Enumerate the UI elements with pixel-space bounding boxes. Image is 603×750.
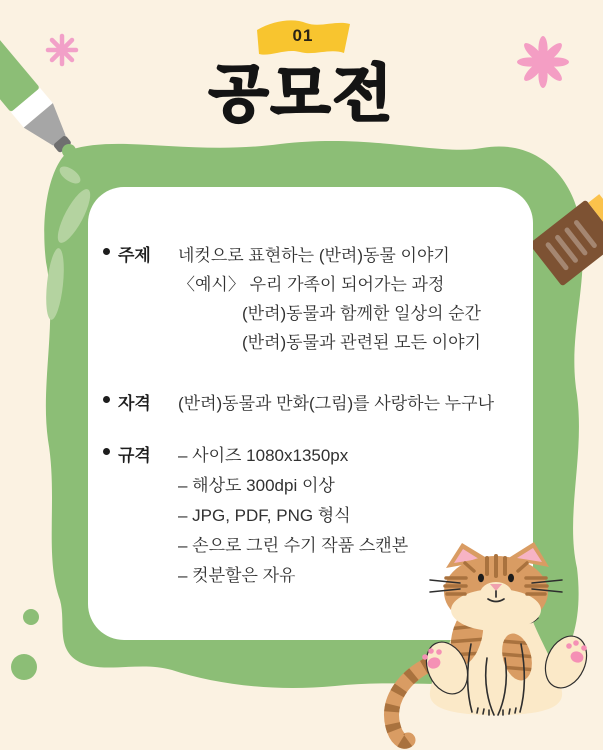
- spec-line: – 컷분할은 자유: [178, 566, 296, 585]
- sparkle-icon: [48, 36, 76, 64]
- section-content: [178, 241, 481, 357]
- bullet-dot: [103, 248, 110, 255]
- topic-line: (반려)동물과 함께한 일상의 순간: [242, 304, 481, 323]
- bullet-dot: [103, 448, 110, 455]
- cat-head: [430, 542, 562, 631]
- spec-line: – JPG, PDF, PNG 형식: [178, 506, 351, 525]
- section-heading: 자격: [118, 394, 151, 413]
- topic-line: (반려)동물과 관련된 모든 이야기: [242, 333, 481, 352]
- spec-line: – 사이즈 1080x1350px: [178, 446, 349, 465]
- cat-tail: [392, 664, 430, 741]
- cat-eye: [478, 574, 484, 582]
- topic-line: 〈예시〉 우리 가족이 되어가는 과정: [178, 275, 445, 294]
- section-content: [178, 389, 494, 418]
- banner-number: 01: [292, 26, 314, 45]
- marker-pen-icon: [0, 7, 80, 160]
- cat-illustration: [370, 516, 603, 750]
- bullet-dot: [103, 396, 110, 403]
- page-title: 공모전: [208, 60, 395, 129]
- section-heading: 규격: [118, 446, 151, 465]
- topic-line: 네컷으로 표현하는 (반려)동물 이야기: [178, 246, 450, 265]
- cat-eye: [508, 574, 514, 582]
- eligibility-line: (반려)동물과 만화(그림)를 사랑하는 누구나: [178, 394, 494, 413]
- spec-line: – 해상도 300dpi 이상: [178, 476, 335, 495]
- flower-icon: [517, 36, 569, 88]
- spec-line: – 손으로 그린 수기 작품 스캔본: [178, 536, 409, 555]
- section-heading: 주제: [118, 246, 151, 265]
